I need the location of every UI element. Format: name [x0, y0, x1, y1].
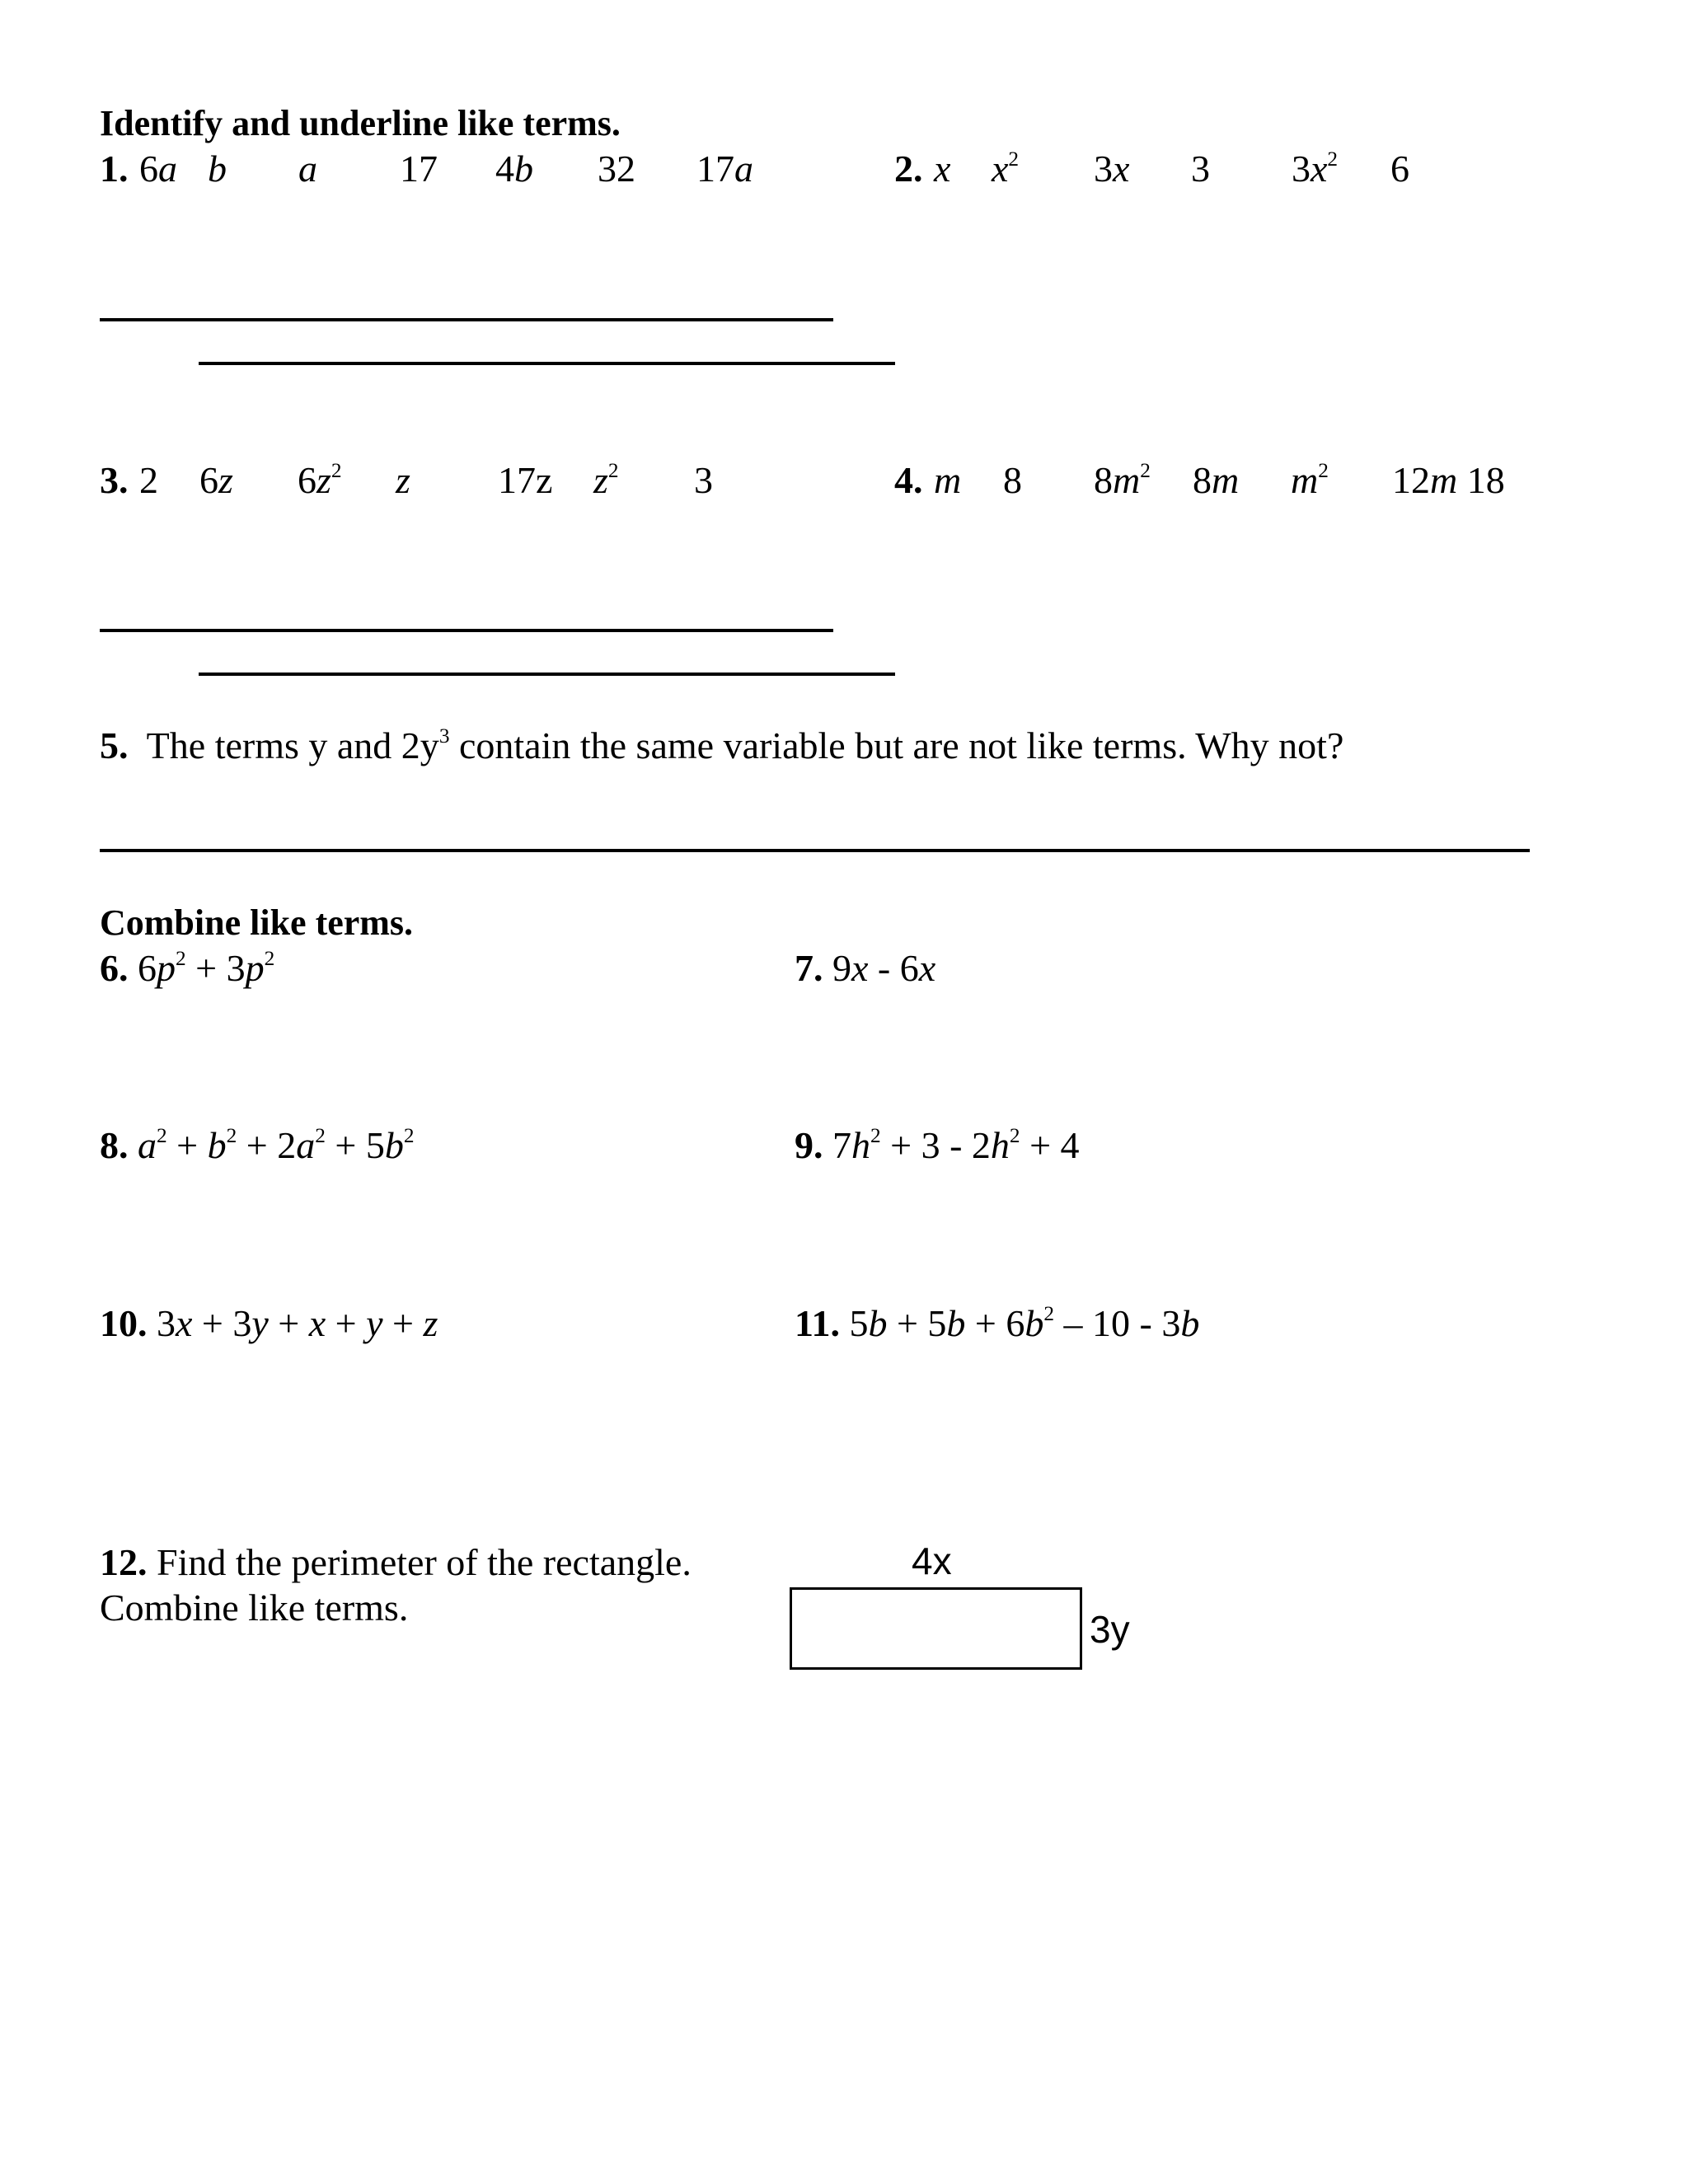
answer-line[interactable] [100, 318, 833, 321]
expression: $6p^2 + 3p^2$ [138, 947, 275, 989]
question-5 [100, 724, 1344, 766]
question-label: 10. [100, 1302, 148, 1344]
answer-line[interactable] [100, 629, 833, 632]
term: $6z^2$ [298, 459, 342, 501]
term: $x^2$ [992, 148, 1020, 190]
question-11 [795, 1302, 1200, 1344]
question-label: 6. [100, 947, 129, 989]
question-text: The terms y and $2y^3$ contain the same variable but are not like terms. Why not? [146, 724, 1344, 766]
term: x [934, 148, 951, 190]
term: 4b [495, 148, 533, 190]
question-label: 5. [100, 724, 129, 766]
term: $z^2$ [593, 459, 619, 501]
question-6 [100, 949, 274, 987]
term: 12m 18 [1392, 459, 1505, 501]
question-label: 11. [795, 1302, 840, 1344]
answer-line[interactable] [199, 362, 895, 365]
question-label: 12. [100, 1541, 148, 1583]
term: 8 [1003, 459, 1022, 501]
rectangle-height-label: 3y [1090, 1608, 1130, 1651]
term: 2 [139, 459, 158, 501]
term: 3 [1191, 148, 1210, 190]
expression: $5b + 5b + 6b^2 - 10 - 3b$ [849, 1302, 1200, 1344]
term: 3x [1094, 148, 1130, 190]
question-label: 1. [100, 148, 129, 190]
question-12 [100, 1541, 692, 1583]
rectangle-figure [790, 1587, 1082, 1670]
question-text-line2: Combine like terms. [100, 1586, 409, 1629]
question-2 [894, 148, 1409, 190]
term: 6 [1390, 148, 1409, 190]
question-8 [100, 1124, 415, 1166]
question-10 [100, 1302, 438, 1344]
question-label: 7. [795, 947, 823, 989]
question-1 [100, 148, 753, 190]
question-text-line1: Find the perimeter of the rectangle. [157, 1541, 692, 1583]
expression: 3x + 3y + x + y + z [157, 1302, 438, 1344]
question-label: 2. [894, 148, 923, 190]
term: 32 [598, 148, 635, 190]
question-7 [795, 949, 935, 987]
term: z [396, 459, 410, 501]
section-heading-identify: Identify and underline like terms. [100, 103, 621, 143]
expression: $7h^2 + 3 - 2h^2 + 4$ [832, 1124, 1080, 1166]
term: 17 [400, 148, 438, 190]
term: 6z [199, 459, 233, 501]
term: 17a [696, 148, 753, 190]
question-label: 3. [100, 459, 129, 501]
question-9 [795, 1124, 1080, 1166]
term: $8m^2$ [1094, 459, 1151, 501]
question-label: 9. [795, 1124, 823, 1166]
question-label: 4. [894, 459, 923, 501]
answer-line[interactable] [199, 673, 895, 676]
expression: $a^2 + b^2 + 2a^2 + 5b^2$ [138, 1124, 415, 1166]
question-4 [894, 459, 1505, 501]
term: m [934, 459, 962, 501]
question-3 [100, 459, 713, 501]
term: a [298, 148, 317, 190]
term: 6a [139, 148, 177, 190]
answer-line[interactable] [100, 849, 1530, 852]
term: 8m [1193, 459, 1240, 501]
term: 17z [498, 459, 553, 501]
expression: 9x - 6x [832, 947, 936, 989]
term: 3 [694, 459, 713, 501]
term: $m^2$ [1291, 459, 1329, 501]
term: $3x^2$ [1292, 148, 1339, 190]
section-heading-combine: Combine like terms. [100, 902, 414, 943]
rectangle-width-label: 4x [912, 1540, 952, 1582]
question-label: 8. [100, 1124, 129, 1166]
term: b [208, 148, 227, 190]
